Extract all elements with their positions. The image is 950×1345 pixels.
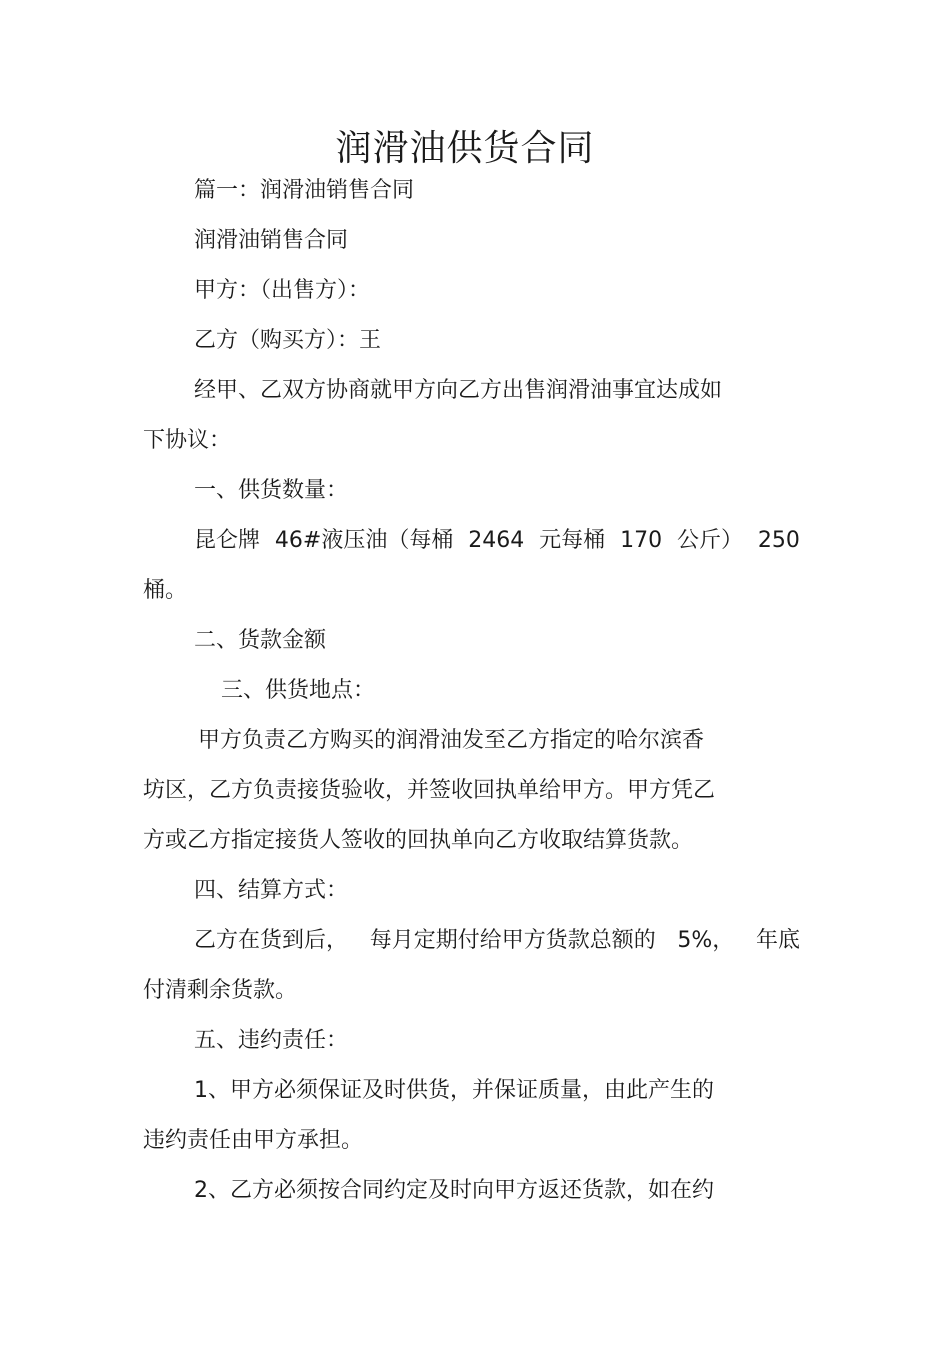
clause-2-title: 二、货款金额 (194, 628, 327, 653)
clause-1-part: 元每桶 (539, 528, 606, 553)
intro-paragraph-line: 经甲、乙双方协商就甲方向乙方出售润滑油事宜达成如 (194, 378, 723, 403)
clause-1-part: 46#液压油（每桶 (274, 528, 454, 553)
clause-4-continuation: 付清剩余货款。 (143, 978, 298, 1003)
clause-5-item-1-line: 1、甲方必须保证及时供货，并保证质量，由此产生的 (194, 1078, 714, 1103)
clause-1-part: 250 (757, 528, 800, 553)
clause-4-part: 5%， (677, 928, 735, 953)
clause-3-paragraph-line: 坊区，乙方负责接货验收，并签收回执单给甲方。甲方凭乙 (143, 778, 716, 803)
clause-1-quantity-line (194, 526, 800, 556)
clause-3-paragraph-line: 甲方负责乙方购买的润滑油发至乙方指定的哈尔滨香 (198, 728, 705, 753)
clause-4-title: 四、结算方式： (194, 878, 349, 903)
clause-4-part: 年底 (755, 928, 800, 953)
clause-1-part: 公斤） (677, 528, 744, 553)
clause-4-payment-line (194, 926, 800, 956)
clause-1-part: 昆仑牌 (194, 528, 261, 553)
clause-1-part: 170 (620, 528, 663, 553)
clause-1-title: 一、供货数量： (194, 478, 349, 503)
clause-3-title: 三、供货地点： (221, 678, 376, 703)
section-heading: 篇一：润滑油销售合同 (194, 178, 415, 203)
contract-subtitle: 润滑油销售合同 (194, 228, 349, 253)
document-title: 润滑油供货合同 (335, 128, 595, 169)
clause-5-item-1-line: 违约责任由甲方承担。 (143, 1128, 364, 1153)
clause-1-continuation: 桶。 (143, 578, 188, 603)
party-b-line: 乙方（购买方）：王 (194, 328, 382, 353)
clause-4-part: 每月定期付给甲方货款总额的 (369, 928, 656, 953)
clause-3-paragraph-line: 方或乙方指定接货人签收的回执单向乙方收取结算货款。 (143, 828, 694, 853)
party-a-line: 甲方：（出售方）： (194, 278, 371, 303)
intro-paragraph-line: 下协议： (143, 428, 232, 453)
clause-5-title: 五、违约责任： (194, 1028, 349, 1053)
clause-1-part: 2464 (468, 528, 525, 553)
clause-5-item-2-line: 2、乙方必须按合同约定及时向甲方返还货款，如在约 (194, 1178, 714, 1203)
clause-4-part: 乙方在货到后， (194, 928, 349, 953)
